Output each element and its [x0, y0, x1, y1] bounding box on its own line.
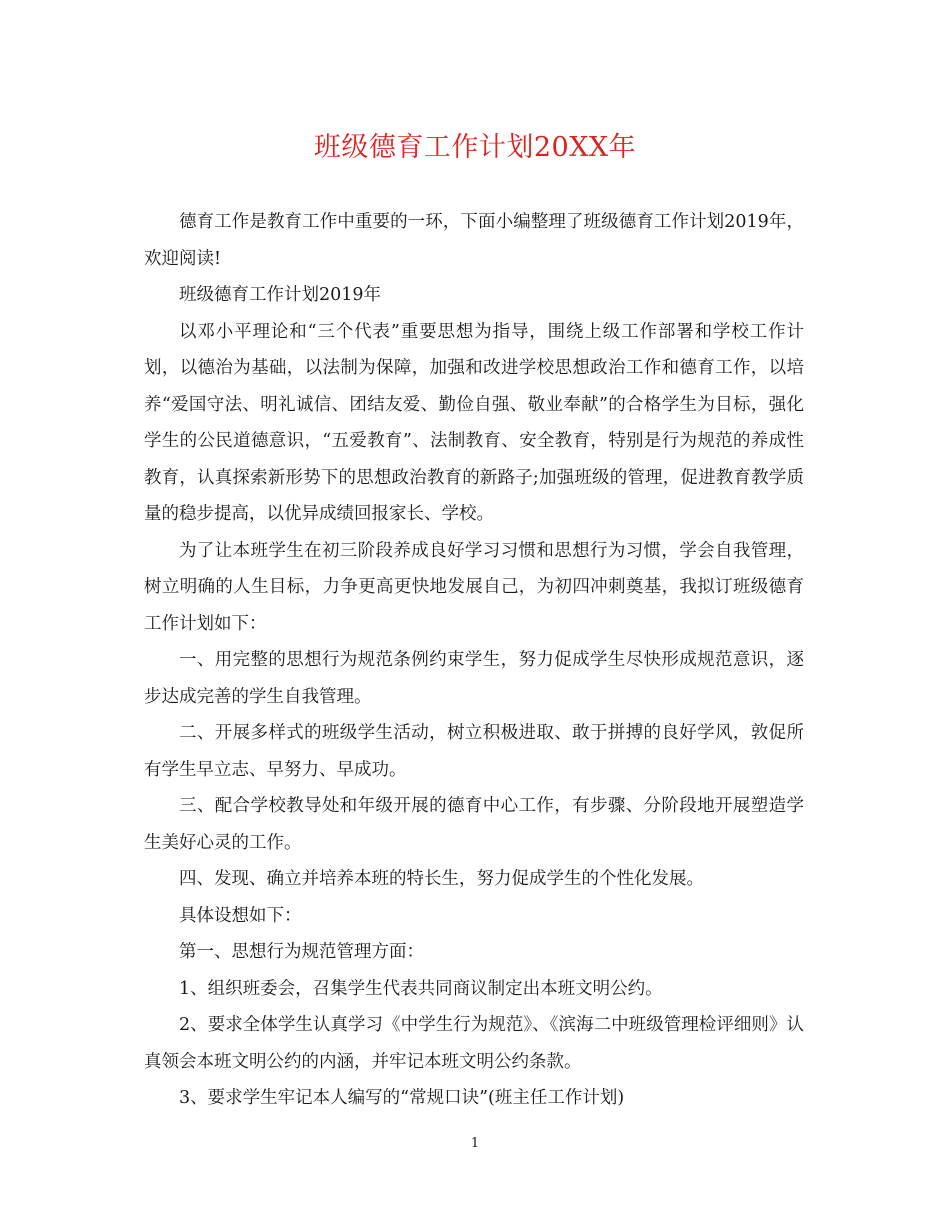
paragraph-subtitle: 班级德育工作计划2019年 [179, 285, 382, 305]
paragraph-item-four: 四、发现、确立并培养本班的特长生，努力促成学生的个性化发展。 [179, 869, 704, 889]
paragraph-point-2: 2、要求全体学生认真学习《中学生行为规范》、《滨海二中班级管理检评细则》认真领会本班文明公约的内涵，并牢记本班文明公约条款。 [144, 1015, 804, 1072]
paragraph-item-one: 一、用完整的思想行为规范条例约束学生，努力促成学生尽快形成规范意识，逐步达成完善的学生自我管理。 [144, 650, 804, 707]
paragraph-point-1: 1、组织班委会，召集学生代表共同商议制定出本班文明公约。 [179, 978, 663, 999]
paragraph-purpose: 为了让本班学生在初三阶段养成良好学习习惯和思想行为习惯，学会自我管理，树立明确的人生目标，力争更高更快地发展自己，为初四冲刺奠基，我拟订班级德育工作计划如下： [144, 540, 804, 634]
paragraph-plan-intro: 具体设想如下： [179, 905, 302, 926]
document-body [144, 204, 804, 1117]
paragraph-guiding-principle: 以邓小平理论和“三个代表”重要思想为指导，围绕上级工作部署和学校工作计划，以德治为基础，以法制为保障，加强和改进学校思想政治工作和德育工作，以培养“爱国守法、明礼诚信、团结友爱、勤俭自强、敬业奉献”的合格学生为目标，强化学生的公民道德意识，“五爱教育”、法制教育、安全教育，特别是行为规范的养成性教育，认真探索新形势下的思想政治教育的新路子;加强班级的管理，促进教育教学质量的稳步提高，以优异成绩回报家长、学校。 [144, 321, 804, 524]
paragraph-section-one: 第一、思想行为规范管理方面： [179, 942, 424, 962]
page-number: 1 [470, 1136, 480, 1151]
paragraph-item-two: 二、开展多样式的班级学生活动，树立积极进取、敢于拼搏的良好学风，敦促所有学生早立志、早努力、早成功。 [144, 723, 804, 780]
document-title: 班级德育工作计划20XX年 [313, 132, 637, 163]
paragraph-intro: 德育工作是教育工作中重要的一环，下面小编整理了班级德育工作计划2019年，欢迎阅读! [144, 212, 804, 269]
paragraph-item-three: 三、配合学校教导处和年级开展的德育中心工作，有步骤、分阶段地开展塑造学生美好心灵的工作。 [144, 796, 804, 853]
paragraph-point-3: 3、要求学生牢记本人编写的“常规口诀”(班主任工作计划) [179, 1088, 625, 1108]
